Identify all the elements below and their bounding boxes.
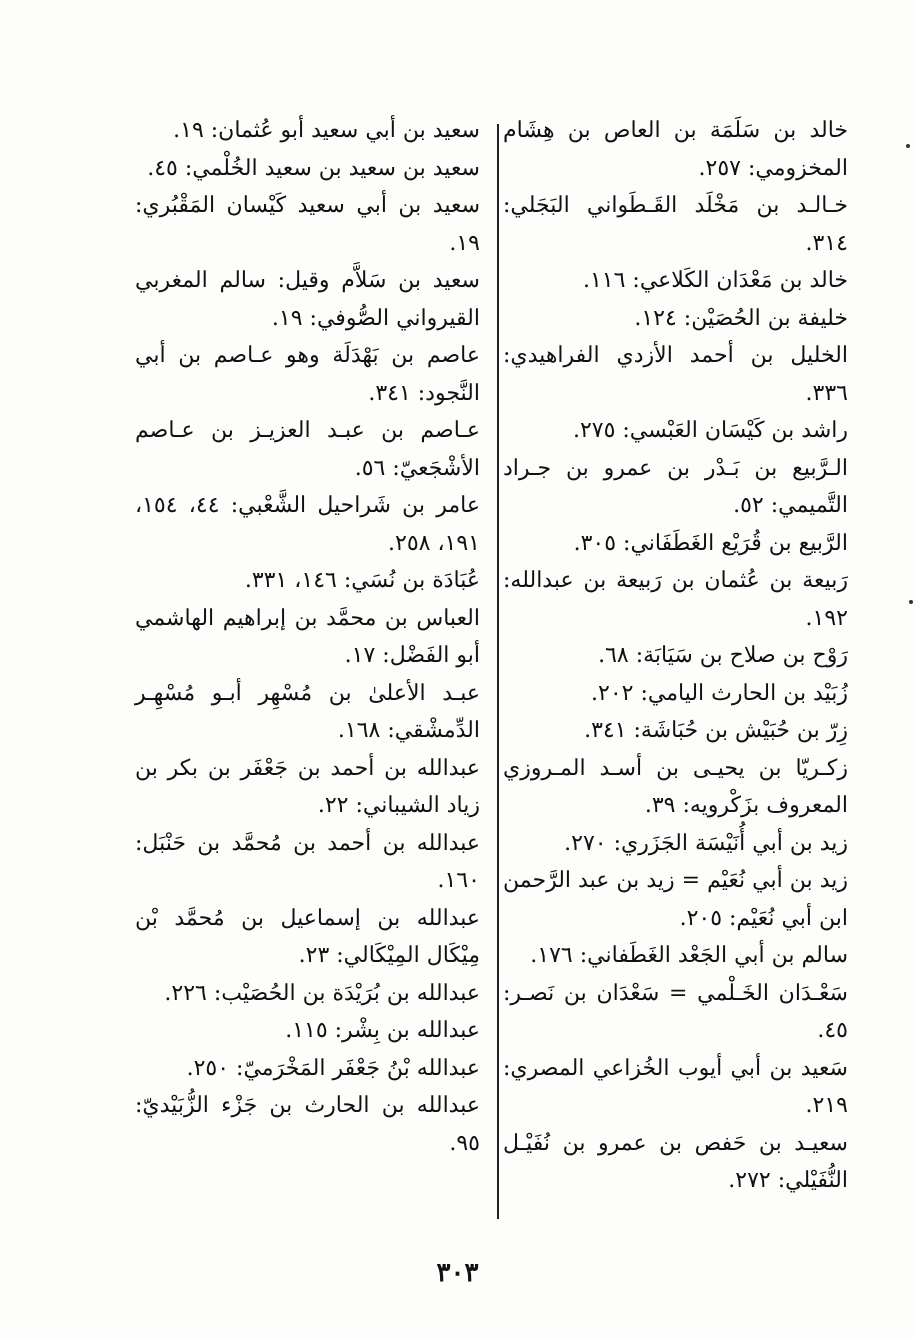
index-entry: راشد بن كَيْسَان العَبْسي: ٢٧٥.	[572, 418, 848, 443]
index-entry: زيد بن أبي نُعَيْم = زيد بن عبد الرَّحمن ابن أبي نُعَيْم: ٢٠٥.	[503, 868, 848, 931]
index-entry: خالد بن سَلَمَة بن العاص بن هِشَام المخزومي: ٢٥٧.	[503, 118, 848, 181]
index-entry: عبدالله بن أحمد بن مُحمَّد بن حَنْبَل: ١٦٠.	[135, 830, 480, 893]
index-entry: زُبَيْد بن الحارث اليامي: ٢٠٢.	[591, 680, 848, 706]
index-entry: خالد بن مَعْدَان الكَلاعي: ١١٦.	[582, 268, 848, 293]
index-entry: سعيد بن أبي سعيد كَيْسان المَقْبُري: ١٩.	[135, 193, 480, 256]
index-entry: رَبيعة بن عُثمان بن رَبيعة بن عبدالله: ١٩٢.	[503, 568, 848, 631]
margin-dot	[909, 600, 913, 604]
index-entry: عاصم بن بَهْدَلَة وهو عـاصم بن أبي النَّجود: ٣٤١.	[135, 343, 480, 406]
index-entry: عبدالله بْنُ جَعْفَر المَخْرَميّ: ٢٥٠.	[186, 1055, 480, 1081]
index-entry: الـرَّبيع بن بَـدْر بن عمرو بن جـراد التَّميمي: ٥٢.	[503, 455, 848, 518]
index-entry: سعيد بن سَلاَّم وقيل: سالم المغربي القيرواني الصُّوفي: ١٩.	[135, 268, 480, 331]
index-entry: عـاصم بن عبـد العزيـز بن عـاصم الأشْجَعيّ: ٥٦.	[135, 418, 480, 481]
index-entry: سَعْـدَان الخَـلْمي = سَعْدَان بن نَصـر: ٤٥.	[503, 980, 848, 1043]
column-divider	[497, 124, 499, 1219]
index-entry: الرَّبيع بن قُرَيْع الغَطَفَاني: ٣٠٥.	[573, 530, 848, 556]
index-entry: العباس بن محمَّد بن إبراهيم الهاشمي أبو الفَضْل: ١٧.	[135, 605, 480, 668]
index-entry: سعيـد بن حَفص بن عمرو بن نُفَيْـل النُّفَيْلي: ٢٧٢.	[503, 1130, 848, 1193]
margin-dot	[906, 144, 910, 148]
index-entry: عبـد الأعلىٰ بن مُسْهِر أبـو مُسْهِـر الدِّمشْقي: ١٦٨.	[135, 680, 480, 743]
index-entry: عبدالله بن بِشْر: ١١٥.	[285, 1018, 480, 1043]
index-entry: زِرّ بن حُبَيْش بن حُبَاشَة: ٣٤١.	[584, 718, 848, 743]
index-entry: زكـريّا بن يحيـى بن أسـد المـروزي المعروف بزَكْرويه: ٣٩.	[503, 755, 848, 818]
right-column	[503, 112, 848, 1200]
index-entry: عبدالله بن إسماعيل بن مُحمَّد بْن مِيْكَال المِيْكَالي: ٢٣.	[135, 905, 480, 968]
index-entry: سعيد بن سعيد بن سعيد الخُلْمي: ٤٥.	[147, 155, 480, 181]
page-number: ٣٠٣	[436, 1258, 479, 1288]
index-entry: عبدالله بن أحمد بن جَعْفَر بن بكر بن زياد الشيباني: ٢٢.	[135, 755, 480, 818]
left-column	[135, 112, 480, 1162]
index-entry: رَوْح بن صلاح بن سَيَابَة: ٦٨.	[598, 643, 848, 668]
index-entry: زيد بن أبي أُنَيْسَة الجَزَري: ٢٧٠.	[564, 830, 848, 856]
index-entry: سعيد بن أبي سعيد أبو عُثمان: ١٩.	[173, 118, 480, 143]
index-entry: عبدالله بن الحارث بن جَزْء الزُّبَيْديّ: ٩٥.	[135, 1093, 480, 1156]
index-entry: عبدالله بن بُرَيْدَة بن الحُصَيْب: ٢٢٦.	[164, 980, 480, 1006]
index-entry: سَعيد بن أبي أيوب الخُزاعي المصري: ٢١٩.	[503, 1055, 848, 1118]
index-entry: الخليل بن أحمد الأزدي الفراهيدي: ٣٣٦.	[503, 343, 848, 406]
index-entry: عامر بن شَراحيل الشَّعْبي: ٤٤، ١٥٤، ١٩١، ٢٥٨.	[135, 493, 481, 556]
index-entry: خـالـد بن مَخْلَد القَـطَواني البَجَلي: ٣١٤.	[503, 193, 848, 256]
index-entry: سالم بن أبي الجَعْد الغَطَفاني: ١٧٦.	[530, 943, 848, 968]
index-entry: خليفة بن الحُصَيْن: ١٢٤.	[634, 305, 848, 331]
index-entry: عُبَادَة بن نُسَي: ١٤٦، ٣٣١.	[244, 568, 480, 593]
